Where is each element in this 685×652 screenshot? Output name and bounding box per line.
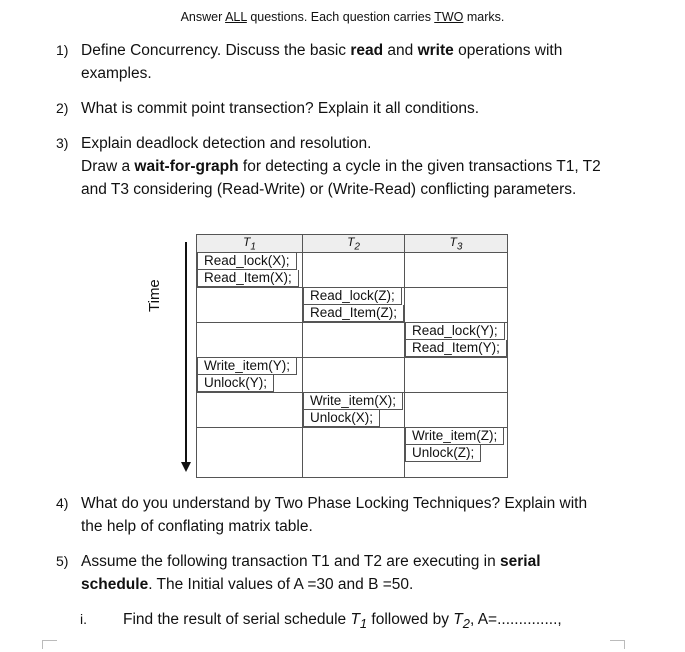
operation: Unlock(Z); <box>405 445 481 462</box>
question-number: 2) <box>56 100 69 116</box>
subquestion-number: i. <box>80 611 87 627</box>
question-number: 5) <box>56 553 69 569</box>
schedule-cell-t1 <box>197 323 303 358</box>
schedule-row <box>197 428 508 478</box>
header-t3: $T_3$ <box>405 235 508 253</box>
schedule-cell-t1 <box>197 428 303 478</box>
schedule-row <box>197 393 508 428</box>
schedule-row <box>197 288 508 323</box>
header-t1: $T_1$ <box>197 235 303 253</box>
operation: Read_lock(Z); <box>303 288 402 305</box>
operation: Unlock(X); <box>303 410 380 427</box>
schedule-row <box>197 253 508 288</box>
schedule-cell-t1 <box>197 393 303 428</box>
schedule-cell-t2 <box>303 393 405 428</box>
schedule-cell-t1 <box>197 358 303 393</box>
time-axis-label: Time <box>146 279 163 312</box>
operation: Unlock(Y); <box>197 375 274 392</box>
operation: Read_lock(X); <box>197 253 297 270</box>
operation: Write_item(Y); <box>197 358 297 375</box>
schedule-cell-t3 <box>405 393 508 428</box>
schedule-cell-t2 <box>303 323 405 358</box>
schedule-row <box>197 358 508 393</box>
question-number: 4) <box>56 495 69 511</box>
schedule-cell-t2 <box>303 253 405 288</box>
schedule-cell-t1 <box>197 288 303 323</box>
question-text: What do you understand by Two Phase Locking Techniques? Explain with the help of conflating matrix table. <box>81 495 588 535</box>
schedule-cell-t3 <box>405 428 508 478</box>
header-t2: $T_2$ <box>303 235 405 253</box>
operation: Read_Item(X); <box>197 270 299 287</box>
operation: Read_Item(Z); <box>303 305 404 322</box>
schedule-table <box>196 234 508 478</box>
schedule-cell-t3 <box>405 358 508 393</box>
schedule-cell-t2 <box>303 288 405 323</box>
subquestion-text: Find the result of serial schedule $T_1$ followed by $T_2$, A=.............., <box>123 611 562 632</box>
schedule-row <box>197 323 508 358</box>
schedule-cell-t2 <box>303 358 405 393</box>
all-emphasis: ALL <box>225 10 247 24</box>
question-text: Assume the following transaction T1 and T2 are executing in serial schedule. The Initial values of A =30 and B =50. <box>81 553 541 593</box>
exam-instructions: Answer ALL questions. Each question carries TWO marks. <box>180 10 505 24</box>
question-text: What is commit point transection? Explain it all conditions. <box>81 100 480 117</box>
operation: Write_item(Z); <box>405 428 504 445</box>
question-text: Define Concurrency. Discuss the basic read and write operations with examples. <box>81 42 563 82</box>
two-emphasis: TWO <box>434 10 464 24</box>
schedule-cell-t3 <box>405 253 508 288</box>
schedule-cell-t3 <box>405 323 508 358</box>
question-number: 3) <box>56 135 69 151</box>
time-arrow-line <box>185 242 187 464</box>
operation: Read_Item(Y); <box>405 340 507 357</box>
page-corner-mark <box>610 640 625 649</box>
operation: Write_item(X); <box>303 393 403 410</box>
operation: Read_lock(Y); <box>405 323 505 340</box>
schedule-cell-t1 <box>197 253 303 288</box>
question-text: Explain deadlock detection and resolution. Draw a wait-for-graph for detecting a cycle in the given transactions T1, T2 and T3 considering (Read-Write) or (Write-Read) conflicting parameters. <box>81 135 601 198</box>
schedule-cell-t3 <box>405 288 508 323</box>
time-arrow-head <box>181 462 191 472</box>
schedule-cell-t2 <box>303 428 405 478</box>
question-number: 1) <box>56 42 69 58</box>
page-corner-mark <box>42 640 57 649</box>
